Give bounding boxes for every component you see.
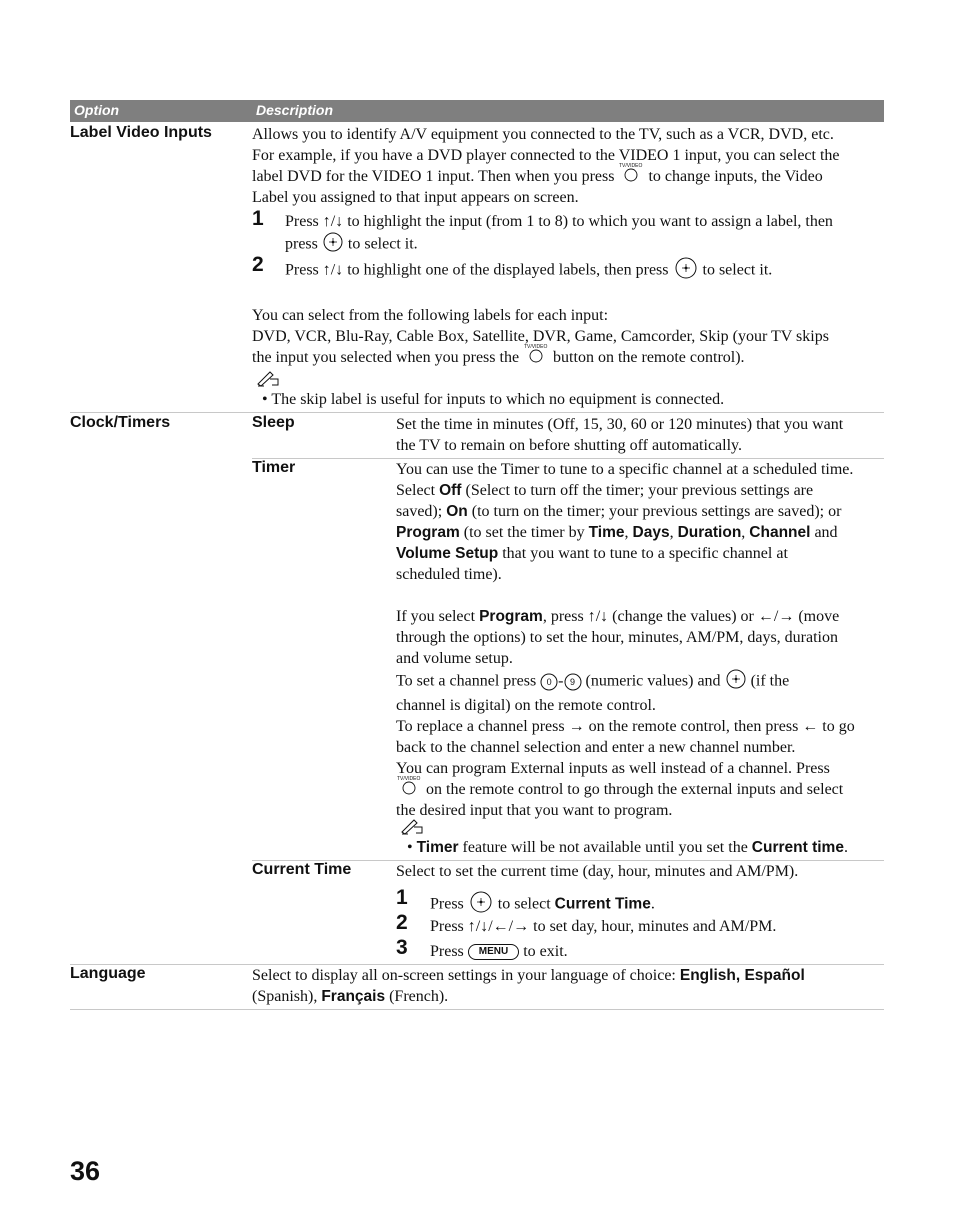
- sub-option-sleep: Sleep: [252, 414, 295, 431]
- nine-button-icon: 9: [564, 673, 582, 691]
- table-header: [70, 100, 884, 122]
- sub-option-timer: Timer: [252, 459, 296, 476]
- current-time-step-3: Press MENU to exit.: [430, 943, 568, 960]
- enter-button-icon: [468, 891, 494, 919]
- step-number: 1: [252, 207, 264, 230]
- tv-video-button-icon: [618, 162, 644, 187]
- label-video-inputs-description: Allows you to identify A/V equipment you connected to the TV, such as a VCR, DVD, etc. For example, if you have a DVD player connected to the VIDEO 1 input, you can select the label DVD for the VIDEO 1 input. Then when you press TV/VIDEO to change inputs, the Video Label you assigned to that input appears on screen.: [252, 126, 840, 206]
- skip-label-note: • The skip label is useful for inputs to which no equipment is connected.: [262, 391, 725, 408]
- step-number: 2: [252, 253, 264, 276]
- header-option: Option: [74, 102, 120, 118]
- step-number: 3: [396, 936, 408, 959]
- option-label-video-inputs: Label Video Inputs: [70, 124, 212, 141]
- current-time-description: Select to set the current time (day, hour, minutes and AM/PM).: [396, 863, 799, 880]
- timer-note: • Timer feature will be not available until you set the Current time.: [407, 839, 848, 856]
- enter-button-icon: [725, 669, 747, 695]
- timer-description: You can use the Timer to tune to a specific channel at a scheduled time. Select Off (Select to turn off the timer; your previous settings are saved); On (to turn on the timer; your previous settings are saved); or Program (to set the timer by Time, Days, Duration, Channel and Volume Setup that you want to tune to a specific channel at scheduled time). If you select Program, press ↑/↓ (change the values) or ←/→ (move through the options) to set the hour, minutes, AM/PM, days, duration and volume setup. To set a channel press 0 - 9 (numeric values) and (if the channel is digital) on the remote control. To replace a channel press → on the remote control, then press ← to go back to the channel selection and enter a new channel number. You can program External inputs as well instead of a channel. Press TV/VIDEO on the remote control to go through the external inputs and select the desired input that you want to program.: [396, 461, 855, 819]
- tv-video-button-icon: [396, 775, 422, 800]
- row-divider: [70, 412, 884, 413]
- tv-video-button-icon: [523, 343, 549, 368]
- option-language: Language: [70, 965, 146, 982]
- option-clock-timers: Clock/Timers: [70, 414, 171, 431]
- current-time-step-1: Press to select Current Time.: [430, 891, 884, 919]
- menu-button-icon: MENU: [468, 944, 519, 960]
- page-number: 36: [70, 1156, 101, 1186]
- svg-text:TV/VIDEO: TV/VIDEO: [397, 775, 421, 782]
- step-2-text: Press ↑/↓ to highlight one of the displayed labels, then press to select it.: [285, 257, 885, 285]
- enter-button-icon: [673, 257, 699, 285]
- header-description: Description: [256, 102, 334, 118]
- zero-button-icon: 0: [540, 673, 558, 691]
- step-number: 1: [396, 886, 408, 909]
- sub-option-current-time: Current Time: [252, 861, 352, 878]
- table-bottom-rule: [70, 1009, 884, 1010]
- labels-list-text: You can select from the following labels for each input: DVD, VCR, Blu-Ray, Cable Box, Satellite, DVR, Game, Camcorder, Skip (your TV skips the input you selected when you press the TV/VIDEO button on the remote control).: [252, 307, 829, 366]
- sleep-description: Set the time in minutes (Off, 15, 30, 60 or 120 minutes) that you want the TV to remain on before shutting off automatically.: [396, 416, 844, 454]
- step-1-text: Press ↑/↓ to highlight the input (from 1 to 8) to which you want to assign a label, then press to select it.: [285, 211, 885, 258]
- svg-text:TV/VIDEO: TV/VIDEO: [524, 343, 548, 350]
- language-description: Select to display all on-screen settings in your language of choice: English, Español (Spanish), Français (French).: [252, 967, 805, 1005]
- current-time-step-2: Press ↑/↓/←/→ to set day, hour, minutes and AM/PM.: [430, 918, 777, 935]
- step-number: 2: [396, 911, 408, 934]
- svg-text:TV/VIDEO: TV/VIDEO: [619, 162, 643, 169]
- enter-button-icon: [322, 232, 344, 258]
